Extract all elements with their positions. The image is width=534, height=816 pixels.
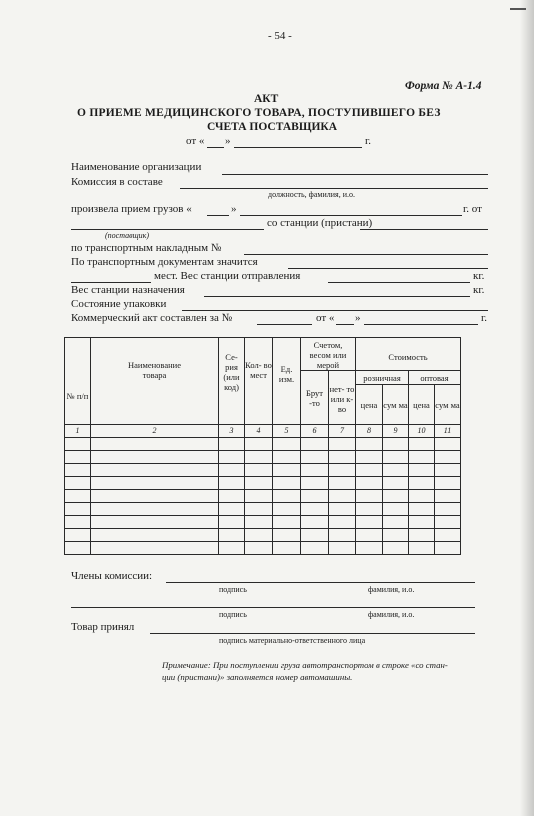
kg-label-2: кг.	[473, 284, 485, 296]
date-month-field[interactable]	[234, 147, 362, 148]
packaging-label: Состояние упаковки	[71, 298, 167, 310]
table-cell[interactable]	[435, 438, 461, 451]
acceptance-month-field[interactable]	[240, 215, 462, 216]
acceptance-mid: »	[231, 203, 237, 215]
header-net: нет- то или к-во	[329, 371, 356, 425]
table-cell[interactable]	[301, 503, 329, 516]
header-wholesale: оптовая	[409, 371, 461, 385]
table-cell[interactable]	[356, 451, 383, 464]
table-cell[interactable]	[65, 464, 91, 477]
table-row	[65, 503, 461, 516]
table-cell[interactable]	[65, 438, 91, 451]
commercial-act-label: Коммерческий акт составлен за №	[71, 312, 233, 324]
table-cell[interactable]	[356, 503, 383, 516]
table-cell[interactable]	[65, 490, 91, 503]
title-line1: АКТ	[254, 93, 279, 105]
table-cell[interactable]	[356, 516, 383, 529]
sign-hint-2: подпись	[219, 610, 247, 619]
table-cell[interactable]	[65, 516, 91, 529]
table-cell[interactable]	[245, 503, 273, 516]
table-cell[interactable]	[219, 529, 245, 542]
col-number: 4	[245, 425, 273, 438]
table-cell[interactable]	[219, 464, 245, 477]
table-cell[interactable]	[65, 477, 91, 490]
page-number: - 54 -	[268, 30, 292, 42]
table-cell[interactable]	[301, 438, 329, 451]
commercial-from: от «	[316, 312, 335, 324]
commercial-act-number-field[interactable]	[257, 324, 312, 325]
table-cell[interactable]	[65, 503, 91, 516]
note-line2: ции (пристани)» заполняется номер автомашины.	[162, 672, 353, 682]
member2-sign-field[interactable]	[71, 607, 475, 608]
sign-hint-1: подпись	[219, 585, 247, 594]
table-cell[interactable]	[91, 490, 219, 503]
goods-table	[64, 337, 461, 555]
table-cell[interactable]	[383, 464, 409, 477]
commission-hint: должность, фамилия, и.о.	[268, 190, 355, 199]
acceptance-label: произвела прием грузов «	[71, 203, 192, 215]
form-number: Форма № А-1.4	[405, 80, 482, 92]
header-number: № п/п	[65, 338, 91, 425]
table-cell[interactable]	[91, 516, 219, 529]
table-cell[interactable]	[273, 451, 301, 464]
corner-mark	[510, 8, 526, 10]
table-cell[interactable]	[329, 438, 356, 451]
table-cell[interactable]	[329, 451, 356, 464]
table-cell[interactable]	[219, 477, 245, 490]
header-name: Наименование товара	[91, 338, 219, 425]
waybill-label: по транспортным накладным №	[71, 242, 222, 254]
organization-field[interactable]	[222, 174, 488, 175]
table-cell[interactable]	[301, 477, 329, 490]
members-label: Члены комиссии:	[71, 570, 153, 582]
table-cell[interactable]	[301, 464, 329, 477]
table-cell[interactable]	[219, 503, 245, 516]
table-cell[interactable]	[273, 503, 301, 516]
table-cell[interactable]	[383, 503, 409, 516]
table-cell[interactable]	[245, 477, 273, 490]
col-number: 2	[91, 425, 219, 438]
table-cell[interactable]	[409, 516, 435, 529]
dest-weight-field[interactable]	[204, 296, 470, 297]
table-cell[interactable]	[409, 477, 435, 490]
table-cell[interactable]	[273, 464, 301, 477]
departure-weight-field[interactable]	[328, 282, 470, 283]
header-sum-retail: сум ма	[383, 385, 409, 425]
supplier-hint: (поставщик)	[105, 231, 150, 240]
transport-docs-label: По транспортным документам значится	[71, 256, 258, 268]
table-cell[interactable]	[356, 477, 383, 490]
table-cell[interactable]	[409, 529, 435, 542]
table-cell[interactable]	[329, 516, 356, 529]
table-cell[interactable]	[435, 451, 461, 464]
table-cell[interactable]	[65, 529, 91, 542]
table-cell[interactable]	[356, 542, 383, 555]
organization-label: Наименование организации	[71, 161, 202, 173]
table-cell[interactable]	[91, 542, 219, 555]
acceptance-suffix: г. от	[463, 203, 482, 215]
header-price-retail: цена	[356, 385, 383, 425]
transport-docs-field[interactable]	[288, 268, 488, 269]
member1-sign-field[interactable]	[166, 582, 475, 583]
table-cell[interactable]	[91, 529, 219, 542]
table-cell[interactable]	[245, 451, 273, 464]
commercial-mid: »	[355, 312, 361, 324]
table-cell[interactable]	[329, 477, 356, 490]
table-cell[interactable]	[409, 542, 435, 555]
col-number: 7	[329, 425, 356, 438]
commission-label: Комиссия в составе	[71, 176, 163, 188]
table-cell[interactable]	[409, 451, 435, 464]
table-cell[interactable]	[435, 542, 461, 555]
table-cell[interactable]	[383, 477, 409, 490]
accepted-sign-field[interactable]	[150, 633, 475, 634]
table-row	[65, 529, 461, 542]
table-cell[interactable]	[356, 464, 383, 477]
kg-label-1: кг.	[473, 270, 485, 282]
table-cell[interactable]	[356, 529, 383, 542]
table-row	[65, 477, 461, 490]
table-cell[interactable]	[245, 464, 273, 477]
table-cell[interactable]	[329, 529, 356, 542]
table-cell[interactable]	[329, 503, 356, 516]
table-cell[interactable]	[273, 542, 301, 555]
col-number: 3	[219, 425, 245, 438]
commercial-suffix: г.	[481, 312, 488, 324]
name-hint-2: фамилия, и.о.	[368, 610, 415, 619]
table-cell[interactable]	[329, 490, 356, 503]
table-row	[65, 516, 461, 529]
table-cell[interactable]	[301, 451, 329, 464]
packaging-field[interactable]	[182, 310, 488, 311]
table-cell[interactable]	[273, 438, 301, 451]
commission-field[interactable]	[180, 188, 488, 189]
table-cell[interactable]	[409, 464, 435, 477]
date-prefix: от «	[186, 135, 205, 147]
table-cell[interactable]	[409, 490, 435, 503]
table-cell[interactable]	[435, 464, 461, 477]
table-row	[65, 464, 461, 477]
table-cell[interactable]	[409, 503, 435, 516]
table-cell[interactable]	[356, 438, 383, 451]
table-cell[interactable]	[435, 490, 461, 503]
table-cell[interactable]	[301, 516, 329, 529]
table-cell[interactable]	[245, 542, 273, 555]
table-cell[interactable]	[65, 451, 91, 464]
table-cell[interactable]	[383, 451, 409, 464]
table-cell[interactable]	[435, 529, 461, 542]
table-cell[interactable]	[383, 438, 409, 451]
date-day-field[interactable]	[207, 147, 224, 148]
header-sum-wholesale: сум ма	[435, 385, 461, 425]
table-row	[65, 490, 461, 503]
table-cell[interactable]	[301, 529, 329, 542]
header-gross: Брут -то	[301, 371, 329, 425]
table-cell[interactable]	[219, 438, 245, 451]
table-cell[interactable]	[219, 516, 245, 529]
col-number: 11	[435, 425, 461, 438]
col-number: 10	[409, 425, 435, 438]
table-cell[interactable]	[91, 503, 219, 516]
table-cell[interactable]	[435, 477, 461, 490]
col-number: 9	[383, 425, 409, 438]
table-row	[65, 451, 461, 464]
table-cell[interactable]	[273, 529, 301, 542]
table-cell[interactable]	[91, 464, 219, 477]
col-number: 5	[273, 425, 301, 438]
date-mid: »	[225, 135, 231, 147]
table-row	[65, 438, 461, 451]
title-line3: СЧЕТА ПОСТАВЩИКА	[207, 121, 338, 133]
station-field[interactable]	[360, 229, 488, 230]
note-line1: Примечание: При поступлении груза автотранспортом в строке «со стан-	[162, 660, 448, 670]
table-cell[interactable]	[273, 516, 301, 529]
places-field[interactable]	[71, 282, 151, 283]
table-cell[interactable]	[356, 490, 383, 503]
header-places: Кол- во мест	[245, 338, 273, 425]
table-row	[65, 542, 461, 555]
table-cell[interactable]	[301, 490, 329, 503]
table-cell[interactable]	[435, 503, 461, 516]
col-number: 1	[65, 425, 91, 438]
column-number-row	[65, 425, 461, 438]
supplier-field[interactable]	[71, 229, 264, 230]
table-cell[interactable]	[245, 516, 273, 529]
table-cell[interactable]	[219, 490, 245, 503]
acceptance-day-field[interactable]	[207, 215, 229, 216]
waybill-field[interactable]	[244, 254, 488, 255]
station-label: со станции (пристани)	[267, 217, 373, 229]
header-unit: Ед. изм.	[273, 338, 301, 425]
header-price-wholesale: цена	[409, 385, 435, 425]
table-cell[interactable]	[245, 490, 273, 503]
dest-weight-label: Вес станции назначения	[71, 284, 185, 296]
table-cell[interactable]	[273, 477, 301, 490]
commercial-month-field[interactable]	[364, 324, 478, 325]
title-line2: О ПРИЕМЕ МЕДИЦИНСКОГО ТОВАРА, ПОСТУПИВШЕГО БЕЗ	[77, 107, 441, 119]
table-cell[interactable]	[329, 464, 356, 477]
places-weight-label: мест. Вес станции отправления	[154, 270, 301, 282]
col-number: 6	[301, 425, 329, 438]
header-cost: Стоимость	[356, 338, 461, 371]
table-cell[interactable]	[91, 451, 219, 464]
name-hint-1: фамилия, и.о.	[368, 585, 415, 594]
sign-hint-3: подпись материально-ответственного лица	[219, 636, 366, 645]
table-cell[interactable]	[383, 516, 409, 529]
table-cell[interactable]	[383, 529, 409, 542]
table-cell[interactable]	[273, 490, 301, 503]
table-cell[interactable]	[219, 451, 245, 464]
table-cell[interactable]	[219, 542, 245, 555]
page-edge-shadow	[520, 0, 534, 816]
commercial-day-field[interactable]	[336, 324, 354, 325]
header-retail: розничная	[356, 371, 409, 385]
table-cell[interactable]	[91, 438, 219, 451]
table-cell[interactable]	[383, 542, 409, 555]
table-cell[interactable]	[91, 477, 219, 490]
header-by-invoice: Счетом, весом или мерой	[301, 338, 356, 371]
table-cell[interactable]	[329, 542, 356, 555]
table-cell[interactable]	[65, 542, 91, 555]
accepted-label: Товар принял	[71, 621, 135, 633]
table-cell[interactable]	[245, 529, 273, 542]
table-cell[interactable]	[383, 490, 409, 503]
table-cell[interactable]	[435, 516, 461, 529]
col-number: 8	[356, 425, 383, 438]
table-cell[interactable]	[245, 438, 273, 451]
date-suffix: г.	[365, 135, 372, 147]
header-series: Се- рия (или код)	[219, 338, 245, 425]
table-cell[interactable]	[301, 542, 329, 555]
table-cell[interactable]	[409, 438, 435, 451]
